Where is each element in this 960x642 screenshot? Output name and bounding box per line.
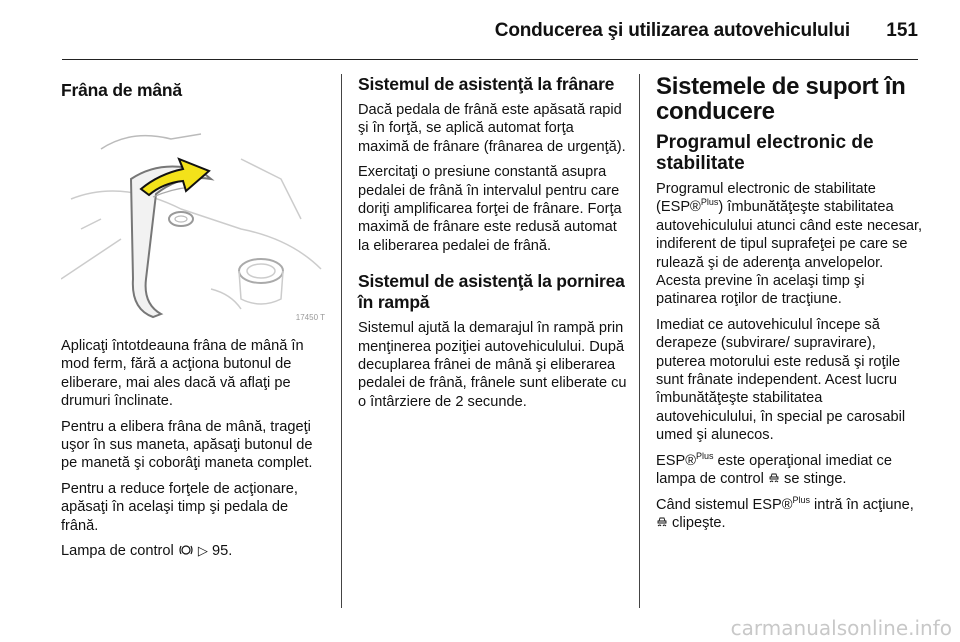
brake-assist-paragraph-1: Dacă pedala de frână este apăsată rapid şi în forţă, se aplică automat forţa maximă de frânare (frânarea de urgenţă). [358,102,626,155]
page-header-title: Conducerea şi utilizarea autovehiculului [494,20,850,41]
handbrake-figure [61,119,327,329]
section-heading-handbrake: Frâna de mână [61,80,182,100]
esp-skid-car-icon-2 [656,516,668,528]
brake-assist-paragraph-2: Exercitaţi o presiune constantă asupra pedalei de frână în intervalul pentru care doriţi amplificarea forţei de frânare. Forţa maximă de frânare este redusă automat la eliberarea pedalei de frână. [358,164,622,254]
brake-warning-lamp-icon [178,544,194,556]
esp-paragraph-2: Imediat ce autovehiculul începe să derapeze (subvirare/ supravirare), puterea motorului este redusă şi roţile sunt frânate independent. Acest lucru îmbunătăţeşte stabilitatea autovehiculului, în special pe carosabil umed şi alunecos. [656,316,906,444]
figure-number: 17450 T [295,312,325,322]
section-heading-driving-support: Sistemele de suport în conducere [656,73,906,125]
column-1 [61,74,329,567]
esp-text-f: Când sistemul ESP® [656,496,793,513]
esp-text-c: ESP® [656,452,696,469]
esp-plus-sup: Plus [700,197,719,208]
esp-paragraph-1 [656,180,926,309]
section-heading-brake-assist: Sistemul de asistenţă la frânare [358,74,615,94]
control-lamp-text: Lampa de control [61,543,174,560]
watermark: carmanualsonline.info [730,616,952,640]
column-separator-1 [341,74,342,608]
esp-text-b: ) îmbunătăţeşte stabilitatea autovehiculului atunci când este necesar, indiferent de tipul suprafeţei pe care se rulează şi de aderenţa anvelopelor. Acesta previne în acelaşi timp şi patinarea roţilor de tracţiune. [656,199,923,308]
esp-plus-sup-3: Plus [792,494,810,505]
handbrake-paragraph-1: Aplicaţi întotdeauna frâna de mână în mod ferm, fără a acţiona butonul de eliberare, mai ales dacă vă aflaţi pe drumuri înclinate. [61,338,304,410]
handbrake-paragraph-3: Pentru a reduce forţele de acţionare, apăsaţi în acelaşi timp şi pedala de frână. [61,480,298,534]
handbrake-illustration [61,119,327,329]
handbrake-paragraph-4 [61,542,329,560]
column-separator-2 [639,74,640,608]
esp-text-h: clipeşte. [668,514,726,531]
column-3 [656,74,926,539]
subheading-esp: Programul electronic de stabilitate [656,132,874,174]
page-reference-arrow-icon[interactable]: ▷ [197,543,208,559]
hill-start-paragraph: Sistemul ajută la demarajul în rampă prin menţinerea poziţiei autovehiculului. După decuplarea frânei de mână şi eliberarea pedalei de frână, frânele sunt eliberate cu o întârziere de 2 secunde. [358,320,627,410]
handbrake-paragraph-2: Pentru a elibera frâna de mână, trageţi uşor în sus maneta, apăsaţi butonul de pe manetă şi coborâţi maneta complet. [61,418,313,472]
header-rule [62,59,918,60]
esp-paragraph-3 [656,452,926,489]
esp-text-a: Programul electronic de stabilitate (ESP® [656,181,876,216]
esp-paragraph-4 [656,496,926,533]
esp-skid-car-icon [768,472,780,484]
esp-text-e: se stinge. [779,471,847,488]
section-heading-hill-start: Sistemul de asistenţă la pornirea în rampă [358,271,625,313]
esp-text-d: este operaţional imediat ce lampa de control [656,452,892,488]
page-reference-number[interactable]: 95. [211,543,233,560]
page-number: 151 [886,20,918,41]
column-2 [358,74,628,418]
esp-text-g: intră în acţiune, [810,496,914,513]
esp-plus-sup-2: Plus [695,450,714,461]
